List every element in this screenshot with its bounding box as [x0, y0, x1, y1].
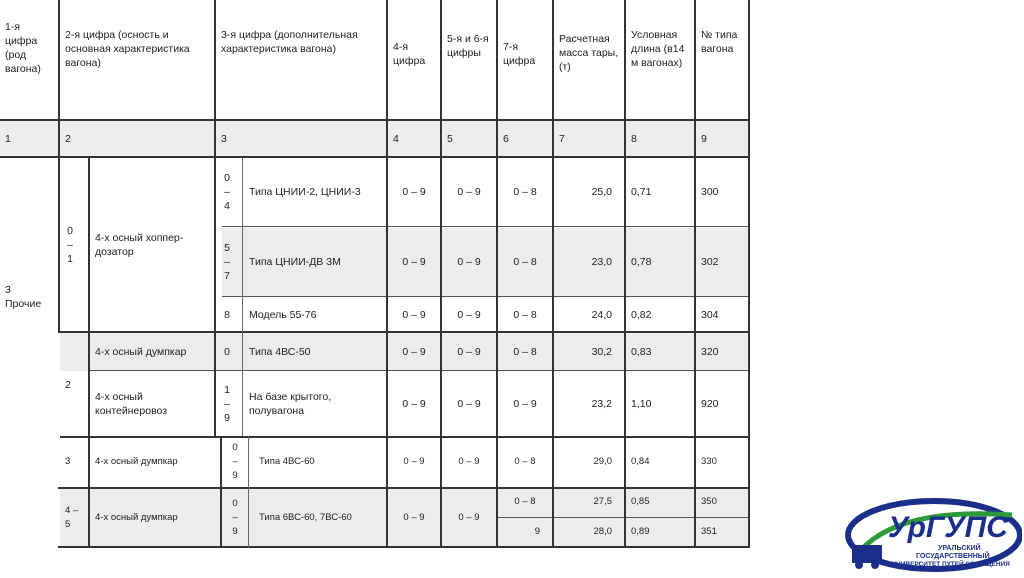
line-h-r5: [60, 436, 750, 438]
line-v-6: [496, 0, 498, 548]
logo-sub2: ГОСУДАРСТВЕННЫЙ: [916, 553, 990, 560]
row4-len: 1,10: [631, 398, 652, 410]
header-col9: № типа вагона: [701, 29, 738, 55]
row6-len-a: 0,85: [631, 496, 650, 507]
row4-name: 4-х осный контейнеровоз: [95, 391, 168, 417]
row0-num: 300: [701, 186, 719, 198]
sub1-name: 4-х осный хоппер-дозатор: [95, 232, 184, 258]
line-v-1: [58, 0, 60, 331]
logo-sub3: УНИВЕРСИТЕТ ПУТЕЙ СООБЩЕНИЯ: [892, 561, 1010, 568]
row1-d4: 0 – 9: [402, 256, 426, 268]
row5-d7: 0 – 8: [514, 456, 536, 467]
row0-d4: 0 – 9: [402, 186, 426, 198]
line-v-lower-b: [248, 436, 249, 548]
header-col1: 1-я цифра (род вагона): [5, 21, 41, 75]
row3-mass: 30,2: [591, 345, 612, 358]
row2-d56: 0 – 9: [457, 308, 481, 321]
row2-desc: Модель 55-76: [249, 308, 317, 321]
row1-d7: 0 – 8: [513, 256, 537, 268]
row2-d4: 0 – 9: [402, 308, 426, 321]
row1-len: 0,78: [631, 256, 652, 268]
row6-d7a: 0 – 8: [514, 496, 536, 507]
row0-d7: 0 – 8: [513, 186, 537, 198]
line-v-sub: [88, 158, 90, 548]
row0-mass: 25,0: [591, 186, 612, 198]
line-h-header: [0, 119, 750, 121]
row1-num: 302: [701, 256, 719, 268]
logo-sub1: УРАЛЬСКИЙ: [938, 545, 981, 552]
header-col6: 7-я цифра: [503, 41, 536, 67]
row3-d4: 0 – 9: [402, 345, 426, 358]
line-v-9: [694, 0, 696, 548]
row4-d7: 0 – 9: [513, 398, 537, 410]
row3-name: 4-х осный думпкар: [95, 345, 187, 358]
row6-digit: 4 – 5: [65, 505, 79, 530]
header-col4: 4-я цифра: [393, 41, 426, 67]
row6-name: 4-х осный думпкар: [95, 512, 178, 523]
row3-d3: 0: [224, 345, 230, 358]
line-v-8: [624, 0, 626, 548]
row4-d4: 0 – 9: [402, 398, 426, 410]
row2-num: 304: [701, 308, 719, 321]
row5-d3: 0 – 9: [232, 442, 238, 481]
sub1-digit: 0 – 1: [67, 225, 73, 265]
header-col7: Расчетная масса тары, (т): [559, 33, 619, 73]
row6-d3: 0 – 9: [232, 498, 238, 537]
col-number-3: 3: [221, 132, 227, 145]
row6-len-b: 0,89: [631, 526, 650, 537]
row5-d56: 0 – 9: [458, 456, 480, 467]
header-col2: 2-я цифра (осность и основная характеристика вагона): [65, 29, 190, 69]
row3-d56: 0 – 9: [457, 345, 481, 358]
row2-len: 0,82: [631, 308, 652, 321]
row4-d3: 1 – 9: [224, 384, 230, 424]
row2-mass: 24,0: [591, 308, 612, 321]
col-number-6: 6: [503, 132, 509, 145]
header-col5: 5-я и 6-я цифры: [447, 33, 489, 59]
col-number-2: 2: [65, 132, 71, 145]
row0-d3: 0 – 4: [224, 172, 230, 212]
row1-d3: 5 – 7: [224, 242, 230, 282]
line-v-right: [748, 0, 750, 548]
line-v-3: [214, 0, 216, 436]
row4-num: 920: [701, 398, 719, 410]
header-col8: Условная длина (в14 м вагонах): [631, 29, 685, 69]
line-v-4: [386, 0, 388, 548]
col-number-9: 9: [701, 132, 707, 145]
row6-desc: Типа 6ВС-60, 7ВС-60: [259, 512, 352, 523]
row4-desc: На базе крытого, полувагона: [249, 391, 332, 417]
group-label: 3 Прочие: [5, 284, 42, 310]
row6-d56: 0 – 9: [458, 512, 480, 523]
row1-mass: 23,0: [591, 256, 612, 268]
line-h-r4: [88, 370, 750, 371]
row6-mass-b: 28,0: [593, 526, 612, 537]
row5-mass: 29,0: [593, 456, 612, 467]
row4-d56: 0 – 9: [457, 398, 481, 410]
line-h-r2: [222, 296, 750, 297]
row6-num-b: 351: [701, 526, 717, 537]
col-number-4: 4: [393, 132, 399, 145]
line-h-r1: [222, 226, 750, 227]
sub2-digit: 2: [65, 378, 71, 391]
row6-d7b: 9: [534, 526, 540, 537]
row1-d56: 0 – 9: [457, 256, 481, 268]
row0-len: 0,71: [631, 186, 652, 198]
col-number-5: 5: [447, 132, 453, 145]
row5-name: 4-х осный думпкар: [95, 456, 178, 467]
row6-mass-a: 27,5: [593, 496, 612, 507]
row4-mass: 23,2: [591, 398, 612, 410]
row3-d7: 0 – 8: [513, 345, 537, 358]
row5-digit: 3: [65, 456, 71, 467]
line-h-r6: [58, 487, 750, 489]
row3-desc: Типа 4ВС-50: [249, 345, 311, 358]
line-v-d3: [242, 158, 243, 436]
university-logo: [842, 497, 1022, 573]
line-h-r3: [58, 331, 750, 333]
row1-desc: Типа ЦНИИ-ДВ 3М: [249, 256, 341, 268]
line-h-numbers: [0, 156, 750, 158]
row5-d4: 0 – 9: [403, 456, 425, 467]
row2-d7: 0 – 8: [513, 308, 537, 321]
line-h-bottom: [58, 546, 750, 548]
row0-desc: Типа ЦНИИ-2, ЦНИИ-3: [249, 186, 361, 198]
row5-len: 0,84: [631, 456, 650, 467]
col-number-1: 1: [5, 132, 11, 145]
row0-d56: 0 – 9: [457, 186, 481, 198]
row6-d4: 0 – 9: [403, 512, 425, 523]
row5-num: 330: [701, 456, 717, 467]
row3-num: 320: [701, 345, 719, 358]
row5-desc: Типа 4ВС-60: [259, 456, 315, 467]
row6-num-a: 350: [701, 496, 717, 507]
header-col3: 3-я цифра (дополнительная характеристика вагона): [221, 29, 358, 55]
line-v-5: [440, 0, 442, 548]
row2-d3: 8: [224, 308, 230, 321]
col-number-8: 8: [631, 132, 637, 145]
line-v-7: [552, 0, 554, 548]
logo-text: УрГУПС: [888, 511, 1008, 544]
col-number-7: 7: [559, 132, 565, 145]
line-v-lower-a: [220, 436, 222, 548]
row3-len: 0,83: [631, 345, 652, 358]
